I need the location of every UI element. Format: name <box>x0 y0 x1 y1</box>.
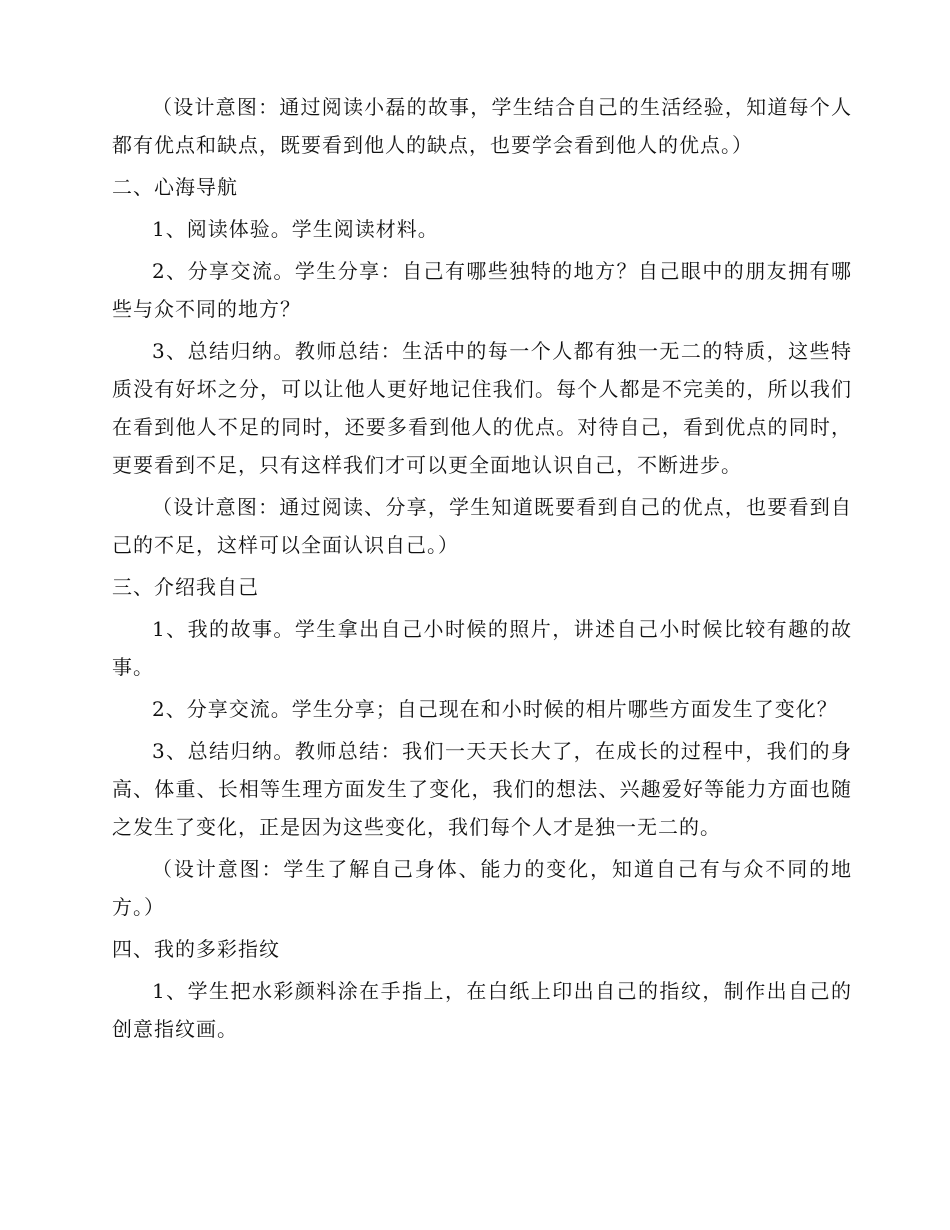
step-sharing-exchange-2: 2、分享交流。学生分享；自己现在和小时候的相片哪些方面发生了变化？ <box>152 697 838 721</box>
step-my-story: 1、我的故事。学生拿出自己小时候的照片，讲述自己小时候比较有趣的故事。 <box>112 617 852 679</box>
step-reading-experience: 1、阅读体验。学生阅读材料。 <box>152 217 439 241</box>
design-intent-paragraph-3: （设计意图：学生了解自己身体、能力的变化，知道自己有与众不同的地方。） <box>112 857 852 919</box>
step-summary-2: 3、总结归纳。教师总结：我们一天天长大了，在成长的过程中，我们的身高、体重、长相等生理方面发生了变化，我们的想法、兴趣爱好等能力方面也随之发生了变化，正是因为这些变化，我们每个人才是独一无二的。 <box>112 739 852 839</box>
design-intent-paragraph-1: （设计意图：通过阅读小磊的故事，学生结合自己的生活经验，知道每个人都有优点和缺点，既要看到他人的缺点，也要学会看到他人的优点。） <box>112 95 852 157</box>
document-body <box>112 88 852 1052</box>
section-heading-3: 三、介绍我自己 <box>112 575 259 599</box>
section-heading-4: 四、我的多彩指纹 <box>112 937 280 961</box>
step-fingerprint-painting: 1、学生把水彩颜料涂在手指上，在白纸上印出自己的指纹，制作出自己的创意指纹画。 <box>112 979 852 1041</box>
section-heading-2: 二、心海导航 <box>112 175 238 199</box>
design-intent-paragraph-2: （设计意图：通过阅读、分享，学生知道既要看到自己的优点，也要看到自己的不足，这样可以全面认识自己。） <box>112 495 852 557</box>
step-summary-1: 3、总结归纳。教师总结：生活中的每一个人都有独一无二的特质，这些特质没有好坏之分，可以让他人更好地记住我们。每个人都是不完美的，所以我们在看到他人不足的同时，还要多看到他人的优点。对待自己，看到优点的同时，更要看到不足，只有这样我们才可以更全面地认识自己，不断进步。 <box>112 339 852 477</box>
step-sharing-exchange-1: 2、分享交流。学生分享：自己有哪些独特的地方？自己眼中的朋友拥有哪些与众不同的地方？ <box>112 259 852 321</box>
